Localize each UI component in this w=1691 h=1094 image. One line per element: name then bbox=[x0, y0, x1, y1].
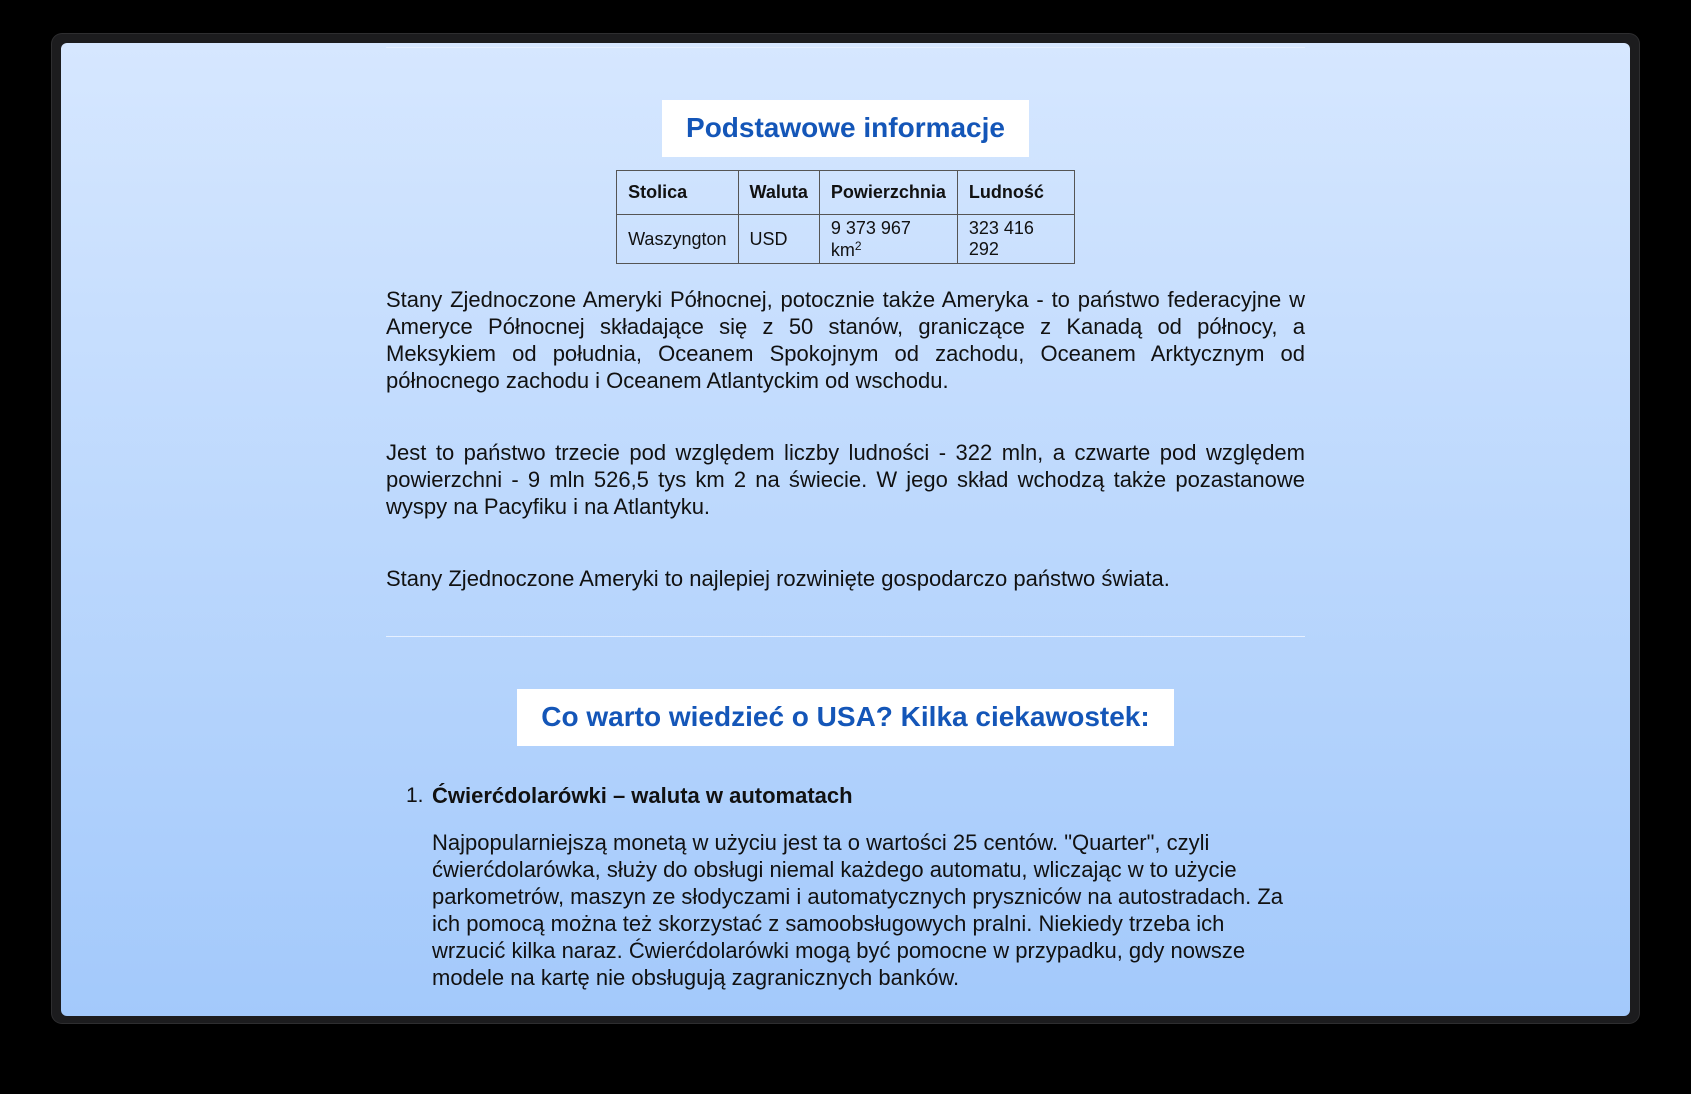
divider-top bbox=[386, 47, 1305, 48]
fact-body: Najpopularniejszą monetą w użyciu jest ta o wartości 25 centów. "Quarter", czyli ćwierćdolarówka, służy do obsługi niemal każdego automatu, wliczając w to użycie parkometrów, maszyn ze słodyczami i automatycznych pryszniców na autostradach. Za ich pomocą można też skorzystać z samoobsługowych pralni. Niekiedy trzeba ich wrzucić kilka naraz. Ćwierćdolarówki mogą być pomocne w przypadku, gdy nowsze modele na kartę nie obsługują zagranicznych banków. bbox=[432, 830, 1284, 990]
header-area: Powierzchnia bbox=[819, 171, 957, 215]
header-population: Ludność bbox=[957, 171, 1074, 215]
cell-currency: USD bbox=[738, 215, 819, 264]
page-viewport[interactable] bbox=[61, 43, 1630, 1016]
cell-area-sup: 2 bbox=[854, 238, 862, 253]
article-content bbox=[386, 43, 1305, 991]
table-row bbox=[617, 215, 1075, 264]
facts-list bbox=[386, 782, 1305, 991]
heading-wrap-basic-info bbox=[386, 100, 1305, 157]
header-currency: Waluta bbox=[738, 171, 819, 215]
paragraph-intro: Stany Zjednoczone Ameryki Północnej, potocznie także Ameryka - to państwo federacyjne w Ameryce Północnej składające się z 50 stanów, graniczące z Kanadą od północy, a Meksykiem od południa, Oceanem Spokojnym od zachodu, Oceanem Arktycznym od północnego zachodu i Oceanem Atlantyckim od wschodu. bbox=[386, 287, 1305, 393]
cell-capital: Waszyngton bbox=[617, 215, 738, 264]
cell-area bbox=[819, 215, 957, 264]
heading-facts: Co warto wiedzieć o USA? Kilka ciekawostek: bbox=[517, 689, 1173, 746]
cell-area-value: 9 373 967 km bbox=[830, 217, 911, 260]
paragraph-economy: Stany Zjednoczone Ameryki to najlepiej rozwinięte gospodarczo państwo świata. bbox=[386, 566, 1170, 591]
heading-basic-info: Podstawowe informacje bbox=[662, 100, 1029, 157]
basic-info-table bbox=[616, 170, 1075, 264]
header-capital: Stolica bbox=[617, 171, 738, 215]
fact-number: 1. bbox=[406, 784, 424, 807]
heading-wrap-facts bbox=[386, 689, 1305, 746]
divider-middle bbox=[386, 636, 1305, 637]
fact-title: Ćwierćdolarówki – waluta w automatach bbox=[432, 783, 853, 808]
paragraph-population: Jest to państwo trzecie pod względem liczby ludności - 322 mln, a czwarte pod względem powierzchni - 9 mln 526,5 tys km 2 na świecie. W jego skład wchodzą także pozastanowe wyspy na Pacyfiku i na Atlantyku. bbox=[386, 440, 1305, 519]
list-item bbox=[386, 782, 1305, 991]
cell-population: 323 416 292 bbox=[957, 215, 1074, 264]
table-header-row bbox=[617, 171, 1075, 215]
